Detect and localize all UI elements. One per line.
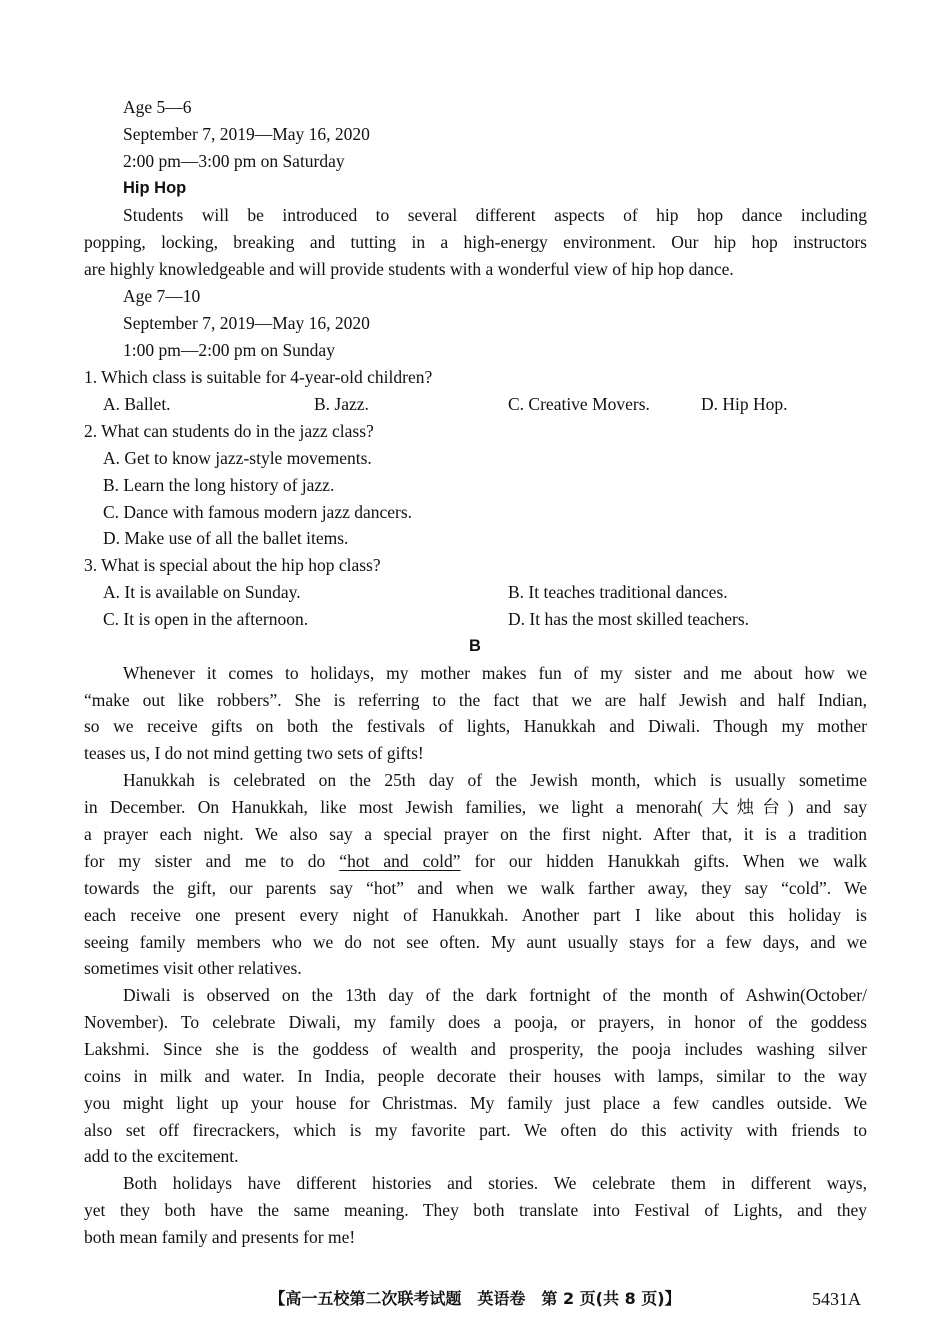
paragraph-line: each receive one present every night of Hanukkah. Another part I like about this holiday is	[84, 905, 867, 925]
paragraph-text: for my sister and me to do	[84, 851, 340, 871]
question-1-stem: 1. Which class is suitable for 4-year-old children?	[84, 367, 433, 387]
paragraph-line: Whenever it comes to holidays, my mother makes fun of my sister and me about how we	[123, 663, 867, 683]
paragraph-line: November). To celebrate Diwali, my family does a pooja, or prayers, in honor of the goddess	[84, 1012, 867, 1032]
paragraph-line: sometimes visit other relatives.	[84, 958, 302, 978]
paragraph-line: teases us, I do not mind getting two sets of gifts!	[84, 743, 424, 763]
paragraph-line: Diwali is observed on the 13th day of the dark fortnight of the month of Ashwin(October/	[123, 985, 867, 1005]
paragraph-line: both mean family and presents for me!	[84, 1227, 356, 1247]
paragraph-line: towards the gift, our parents say “hot” and when we walk farther away, they say “cold”. We	[84, 878, 867, 898]
hiphop-age: Age 7—10	[123, 286, 201, 306]
question-1-option-a: A. Ballet.	[103, 394, 171, 414]
paragraph-line: “make out like robbers”. She is referring to the fact that we are half Jewish and half Indian,	[84, 690, 867, 710]
hiphop-desc-line: are highly knowledgeable and will provide students with a wonderful view of hip hop dance.	[84, 259, 734, 279]
creative-dates: September 7, 2019—May 16, 2020	[123, 124, 370, 144]
question-1-option-d: D. Hip Hop.	[701, 394, 788, 414]
question-2-stem: 2. What can students do in the jazz class?	[84, 421, 374, 441]
paragraph-line: in December. On Hanukkah, like most Jewish families, we light a menorah(大烛台) and say	[84, 797, 867, 817]
hiphop-desc-line: popping, locking, breaking and tutting in a high-energy environment. Our hip hop instructors	[84, 232, 867, 252]
paragraph-line: yet they both have the same meaning. They both translate into Festival of Lights, and they	[84, 1200, 867, 1220]
paragraph-line: you might light up your house for Christmas. My family just place a few candles outside. We	[84, 1093, 867, 1113]
question-2-option-b: B. Learn the long history of jazz.	[103, 475, 335, 495]
creative-time: 2:00 pm—3:00 pm on Saturday	[123, 151, 345, 171]
question-3-option-c: C. It is open in the afternoon.	[103, 609, 309, 629]
paragraph-line: seeing family members who we do not see often. My aunt usually stays for a few days, and we	[84, 932, 867, 952]
paragraph-line: coins in milk and water. In India, people decorate their houses with lamps, similar to the way	[84, 1066, 867, 1086]
hiphop-dates: September 7, 2019—May 16, 2020	[123, 313, 370, 333]
question-3-option-d: D. It has the most skilled teachers.	[508, 609, 750, 629]
question-3-stem: 3. What is special about the hip hop class?	[84, 555, 381, 575]
creative-age: Age 5—6	[123, 97, 192, 117]
paragraph-line: Both holidays have different histories and stories. We celebrate them in different ways,	[123, 1173, 867, 1193]
question-3-option-a: A. It is available on Sunday.	[103, 582, 301, 602]
paragraph-text: for our hidden Hanukkah gifts. When we walk	[460, 851, 867, 871]
paragraph-line: a prayer each night. We also say a special prayer on the first night. After that, it is a tradition	[84, 824, 867, 844]
hiphop-time: 1:00 pm—2:00 pm on Sunday	[123, 340, 335, 360]
question-1-option-c: C. Creative Movers.	[508, 394, 650, 414]
paragraph-line: Hanukkah is celebrated on the 25th day of the Jewish month, which is usually sometime	[123, 770, 867, 790]
paragraph-line: Lakshmi. Since she is the goddess of wealth and prosperity, the pooja includes washing silver	[84, 1039, 867, 1059]
question-3-option-b: B. It teaches traditional dances.	[508, 582, 728, 602]
underlined-phrase: “hot and cold”	[339, 851, 461, 871]
hiphop-title: Hip Hop	[123, 179, 187, 197]
page-footer-code: 5431A	[812, 1289, 861, 1309]
question-2-option-c: C. Dance with famous modern jazz dancers.	[103, 502, 413, 522]
hiphop-desc-line: Students will be introduced to several different aspects of hip hop dance including	[123, 205, 867, 225]
paragraph-line	[84, 848, 867, 875]
question-1-option-b: B. Jazz.	[314, 394, 369, 414]
question-2-option-a: A. Get to know jazz-style movements.	[103, 448, 372, 468]
section-b-heading: B	[469, 637, 481, 655]
page-footer-title: 【高一五校第二次联考试题 英语卷 第 2 页(共 8 页)】	[269, 1289, 681, 1308]
question-2-option-d: D. Make use of all the ballet items.	[103, 528, 349, 548]
paragraph-line: also set off firecrackers, which is my favorite part. We often do this activity with friends to	[84, 1120, 867, 1140]
paragraph-line: so we receive gifts on both the festivals of lights, Hanukkah and Diwali. Though my mother	[84, 716, 867, 736]
paragraph-line: add to the excitement.	[84, 1146, 239, 1166]
